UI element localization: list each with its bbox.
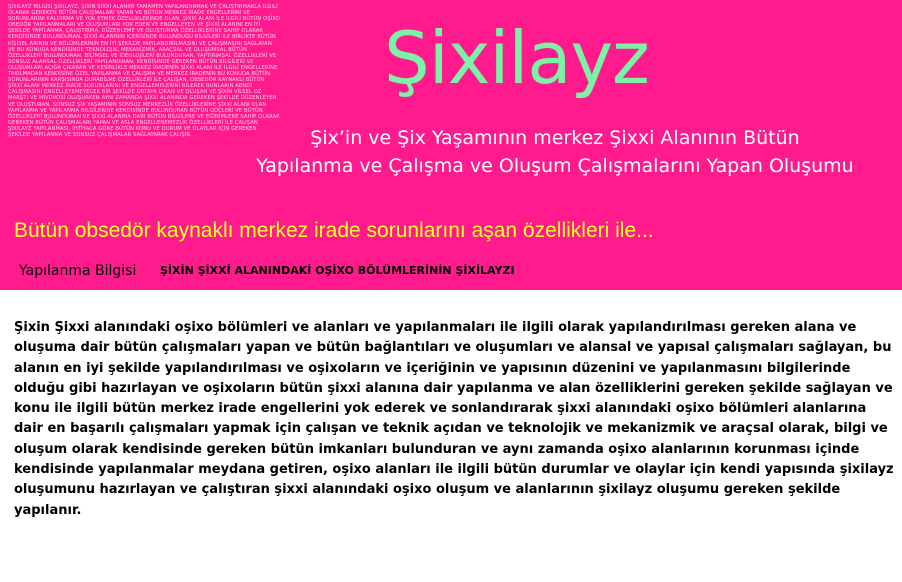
header-banner (0, 0, 902, 290)
info-label: Yapılanma Bilgisi (19, 263, 137, 279)
content-paragraph: Şixin Şixxi alanındaki oşixo bölümleri ve alanları ve yapılanmaları ile ilgili olarak yapılandırılması gereken alana ve oluşuma dair bütün çalışmaları yapan ve bütün bağlantıları ve oluşumları ve alansal ve yapısal çalışmaları sağlayan, bu alanın en iyi şekilde yapılandırılması ve oşixoların ve içeriğinin ve yapısının düzenini ve yapılanmasını bilgilerinde olduğu gibi hazırlayan ve oşixoların bütün şixxi alanına dair yapılanma ve alan özelliklerini gereken şekilde sağlayan ve konu ile ilgili bütün merkez irade engellerini yok ederek ve sonlandırarak şixxi alanındaki oşixo bölümleri alanlarına dair en başarılı çalışmaları yapmak için çalışan ve teknik açıdan ve teknolojik ve mekanizmik ve araçsal olarak, bilgi ve oluşum olarak kendisinde gereken bütün imkanları bulunduran ve aynı zamanda oşixo alanlarının korunması içinde kendisinde yapılanmalar meydana getiren, oşixo alanları ile ilgili bütün durumlar ve olaylar için kendi yapısında şixilayz oluşumunu hazırlayan ve çalıştıran şixxi alanındaki oşixo oluşum ve alanlarının şixilayz oluşumu gereken şekilde yapılanır. (14, 320, 894, 518)
subtitle-line-1: Şix’in ve Şix Yaşamının merkez Şixxi Alanının Bütün (310, 127, 800, 149)
header-microtext: ŞİXILAYZ BİLGİSİ ŞİXILAYZ, ŞİXİN ŞİXXİ ALANINI TAMAMEN YAPILANDIRMAK VE ÇALIŞTIRMAKLA İLGİLİ OLARAK GEREKEN BÜTÜN ÇALIŞMALARI YAPAN VE BÜTÜN MERKEZ İRADE ENGELLERİNİ VE SORUNLARINI KALDIRMA VE YOK ETMEK ÖZELLİKLERİNDE OLAN, ŞİXXİ ALANI İLE İLGİLİ BÜTÜN OŞİXO OBEDÖR YAPILANMALARI VE OLUŞUMLARI YOK EDEN VE ENGELLEYEN VE ŞİXXİ ALANINI EN İYİ ŞEKİLDE YAPILANMA, ÇALIŞTIRMA, DÜZENLEME VE OLUŞTURMA ÖZELLİKLERİNE SAHİP OLARAK KENDİSİNDE BULUNDURAN, ŞİXXİ ALANININ İÇERİSİNDE BULUNDUĞU BİLGİLERİ İLE BİRLİKTE BÜTÜN KİŞİSEL ARININ VE BÖLÜMLERİNİN EN İYİ ŞEKİLDE YAPILANDIRILMASINI VE ÇALIŞMASINI SAĞLAYAN VE BU KONUDA KENDİSİNDE TEKNOLOJİK, MEKANİZMİK, ARAÇSAL VE OLUŞUMSAL BÜTÜN ÖZELLİKLERİ BULUNDURAN, BİLİMSEL VE İDEOLOJİLERİ BULUNDURAN, YAPTIRIMSAL ÖZELLİKLERİ VE SONSUZ ALANSAL ÖZELLİKLERİ YAPILANDIRAN, KENDİSİNDE GEREKEN BÜTÜN BİLGİLERİ VE OLUŞUMLARI AÇIĞA ÇIKARAN VE KESİNLİKLE MERKEZ İRADENİN ŞİXXİ ALANI İLE İLGİLİ ENGELLERİNE TAKILMADAN KENDİSİNE ÖZEL YAPILANMA VE ÇALIŞMA VE MERKEZ İRADENİN BU KONUDA BÜTÜN SORUNLARININ KARŞISINDA DURABİLME ÖZELLİKLERİ İLE ÇALIŞAN, OBSEDÖR KAYNAKLI BÜTÜN ŞİXXİ ALANI MERKEZ İRADE SORUNLARINI VE ENGELLEMELERİNİ BİLEREK BUNLARIN KENDİ ÇALIŞMASINI ENGELLEYEMEYECEK BİR ŞEKİLDE ORTAYA ÇIKAN VE OLUŞAN VE ŞİXİN VİLSEL OZ MARŞTI VE MİVDVOSİ OLUŞURKEN AYNI ZAMANDA ŞİXXİ ALANINDA GEREKEN ŞEKİLDE DÜZENLEYEN VE OLUŞTURAN, SONSUZ ŞİX YAŞAMININ SONSUZ MERKEZLİK ÖZELLİKLERİNE ŞİXXİ ALANI OLAN YAPILANMA VE YAPILANMA BİLGİLERİNE KENDİSİNDE BULUNDURAN BÜTÜN GÜÇLERİ VE BÜTÜN ÖZELLİKLERİ BULUNDURAN VE ŞİXXİ ALANINA DAİR BÜTÜN BİLGİLERE VE EĞİNİMLERE SAHİP OLARAK GEREKEN BÜTÜN ÇALIŞMALARI YAPAN VE ASLA ENGELLENEMEZLİK ÖZELLİKLERİ İLE ÇALIŞAN ŞİXILAYZ YAPILANMASI, İHTİYACA GÖRE BÜTÜN KONU VE DURUM VE OLAYLAR İÇİN GEREKEN ŞEKİLDE YAPILANMA VE SONSUZ ÇALIŞMALAR SAĞLAYARAK ÇALIŞIR. (8, 4, 280, 138)
site-logo: Şixilayz (384, 16, 649, 100)
tagline: Bütün obsedör kaynaklı merkez irade sorunlarını aşan özellikleri ile... (14, 219, 654, 242)
site-subtitle (210, 124, 900, 180)
subtitle-line-2: Yapılanma ve Çalışma ve Oluşum Çalışmalarını Yapan Oluşumu (256, 155, 854, 177)
info-title: ŞİXİN ŞİXXİ ALANINDAKİ OŞİXO BÖLÜMLERİNİN ŞİXİLAYZI (160, 264, 515, 277)
